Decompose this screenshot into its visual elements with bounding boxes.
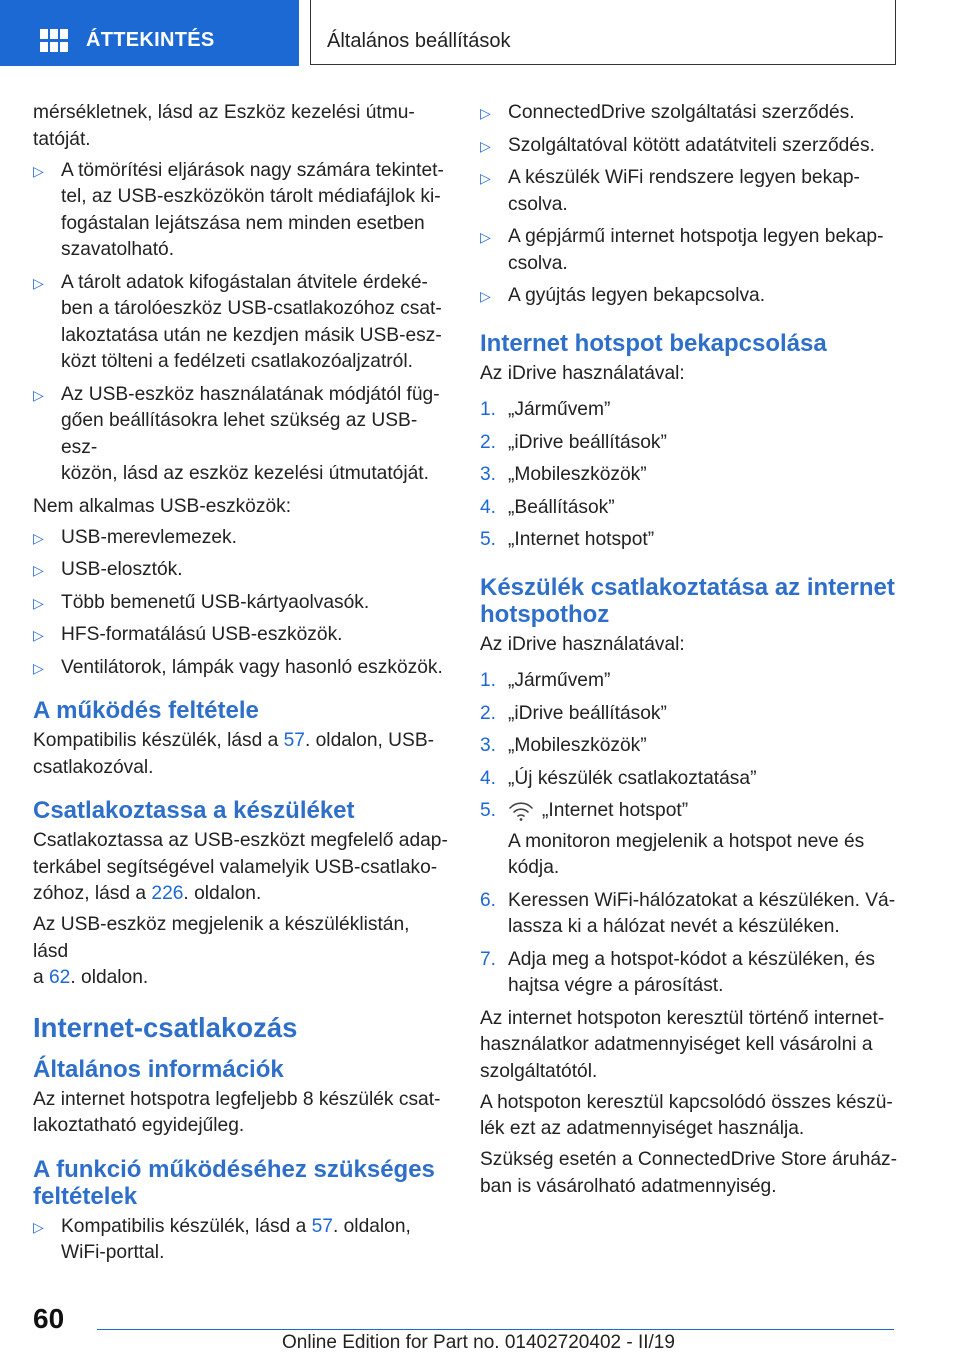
heading-prerequisites: A funkció működéséhez szükséges feltételek: [33, 1155, 435, 1210]
purchase-text: Az internet hotspoton keresztül történő internet- használatkor adatmennyiséget kell vásárolni a szolgáltatótól.: [480, 1007, 885, 1082]
right-column: [480, 100, 900, 1205]
page-link-62[interactable]: 62: [49, 967, 71, 988]
list-item: ▷ Több bemenetű USB-kártyaolvasók.: [33, 590, 448, 617]
continued-text: mérsékletnek, lásd az Eszköz kezelési útmu- tatóját.: [33, 102, 415, 150]
step-item: 3. „Mobileszközök”: [480, 464, 647, 485]
unsuitable-intro: Nem alkalmas USB-eszközök:: [33, 495, 292, 517]
heading-requirement: A működés feltétele: [33, 697, 259, 724]
connect-text: Csatlakoztassa az USB-eszközt megfelelő adap- terkábel segítségével valamelyik USB-csatlako- zóhoz, lásd a 226. oldalon.: [33, 830, 448, 904]
shared-data-text: A hotspoton keresztül kapcsolódó összes készü- lék ezt az adatmennyiséget használja.: [480, 1091, 893, 1139]
list-item: ▷ Az USB-eszköz használatának módjától füg- gően beállításokra lehet szükség az USB-esz- közön, lásd az eszköz kezelési útmutatóját.: [33, 382, 448, 488]
page-link-57[interactable]: 57: [283, 730, 305, 751]
step-item: 5. „Internet hotspot” A monitoron megjelenik a hotspot neve és kódja.: [480, 798, 900, 882]
list-item: ▷ Ventilátorok, lámpák vagy hasonló eszközök.: [33, 655, 448, 682]
idrive-intro: Az iDrive használatával:: [480, 362, 685, 384]
heading-internet: Internet-csatlakozás: [33, 1011, 298, 1043]
page-link-57-b[interactable]: 57: [311, 1215, 333, 1237]
heading-general: Általános információk: [33, 1055, 284, 1083]
step-item: 7. Adja meg a hotspot-kódot a készüléken, és hajtsa végre a párosítást.: [480, 948, 875, 996]
general-text: Az internet hotspotra legfeljebb 8 készülék csat- lakoztatható egyidejűleg.: [33, 1088, 441, 1136]
step-item: 3. „Mobileszközök”: [480, 735, 647, 756]
store-text: Szükség esetén a ConnectedDrive Store áruház- ban is vásárolható adatmennyiség.: [480, 1149, 898, 1197]
list-item: ▷ Szolgáltatóval kötött adatátviteli szerződés.: [480, 133, 900, 160]
list-item: ▷ Kompatibilis készülék, lásd a 57. oldalon, WiFi-porttal.: [33, 1214, 448, 1267]
step-item: 4. „Új készülék csatlakoztatása”: [480, 767, 757, 789]
overview-tab-label: ÁTTEKINTÉS: [86, 29, 215, 51]
left-column: [33, 100, 448, 1273]
step-item: 1. „Járművem”: [480, 399, 611, 420]
section-title-box: [310, 0, 896, 65]
list-item: ▷ USB-elosztók.: [33, 557, 448, 584]
appear-text: Az USB-eszköz megjelenik a készüléklistán, lásd a 62. oldalon.: [33, 914, 410, 988]
edition-text: Online Edition for Part no. 01402720402 - II/19: [282, 1332, 675, 1353]
step-item: 1. „Járművem”: [480, 670, 611, 691]
heading-connect: Csatlakoztassa a készüléket: [33, 797, 355, 824]
requirement-text: Kompatibilis készülék, lásd a 57. oldalon, USB- csatlakozóval.: [33, 730, 435, 778]
list-item: ▷ HFS-formatálású USB-eszközök.: [33, 622, 448, 649]
step-item: 5. „Internet hotspot”: [480, 529, 655, 550]
overview-tab[interactable]: [0, 0, 299, 66]
heading-connect-device: Készülék csatlakoztatása az internet hotspothoz: [480, 573, 895, 628]
step-item: 2. „iDrive beállítások”: [480, 702, 667, 724]
list-item: ▷ USB-merevlemezek.: [33, 525, 448, 552]
page-header: [0, 0, 960, 66]
list-item: ▷ A gépjármű internet hotspotja legyen bekap- csolva.: [480, 224, 900, 277]
list-item: ▷ A tárolt adatok kifogástalan átvitele érdeké- ben a tárolóeszköz USB-csatlakozóhoz csat- lakoztatása után ne kezdjen másik USB-esz- közt tölteni a fedélzeti csatlakozóaljzatról.: [33, 270, 448, 376]
list-item: ▷ A készülék WiFi rendszere legyen bekap- csolva.: [480, 165, 900, 218]
grid-menu-icon: [40, 29, 68, 53]
page-link-226[interactable]: 226: [151, 883, 184, 904]
footer-divider: [97, 1329, 894, 1330]
step-item: 4. „Beállítások”: [480, 496, 615, 518]
list-item: ▷ A tömörítési eljárások nagy számára tekintet- tel, az USB-eszközökön tárolt médiafájlok ki- fogástalan lejátszása nem minden esetben szavatolható.: [33, 158, 448, 264]
list-item: ▷ A gyújtás legyen bekapcsolva.: [480, 283, 900, 310]
step-note: A monitoron megjelenik a hotspot neve és kódja.: [508, 830, 865, 878]
step-item: 2. „iDrive beállítások”: [480, 431, 667, 453]
section-title: Általános beállítások: [327, 30, 511, 52]
heading-hotspot-on: Internet hotspot bekapcsolása: [480, 329, 827, 357]
page-number: 60: [33, 1303, 65, 1334]
list-item: ▷ ConnectedDrive szolgáltatási szerződés.: [480, 100, 900, 127]
idrive-intro-2: Az iDrive használatával:: [480, 633, 685, 655]
wifi-icon: [508, 800, 534, 822]
step-item: 6. Keressen WiFi-hálózatokat a készüléken. Vá- lassza ki a hálózat nevét a készüléken.: [480, 889, 896, 937]
